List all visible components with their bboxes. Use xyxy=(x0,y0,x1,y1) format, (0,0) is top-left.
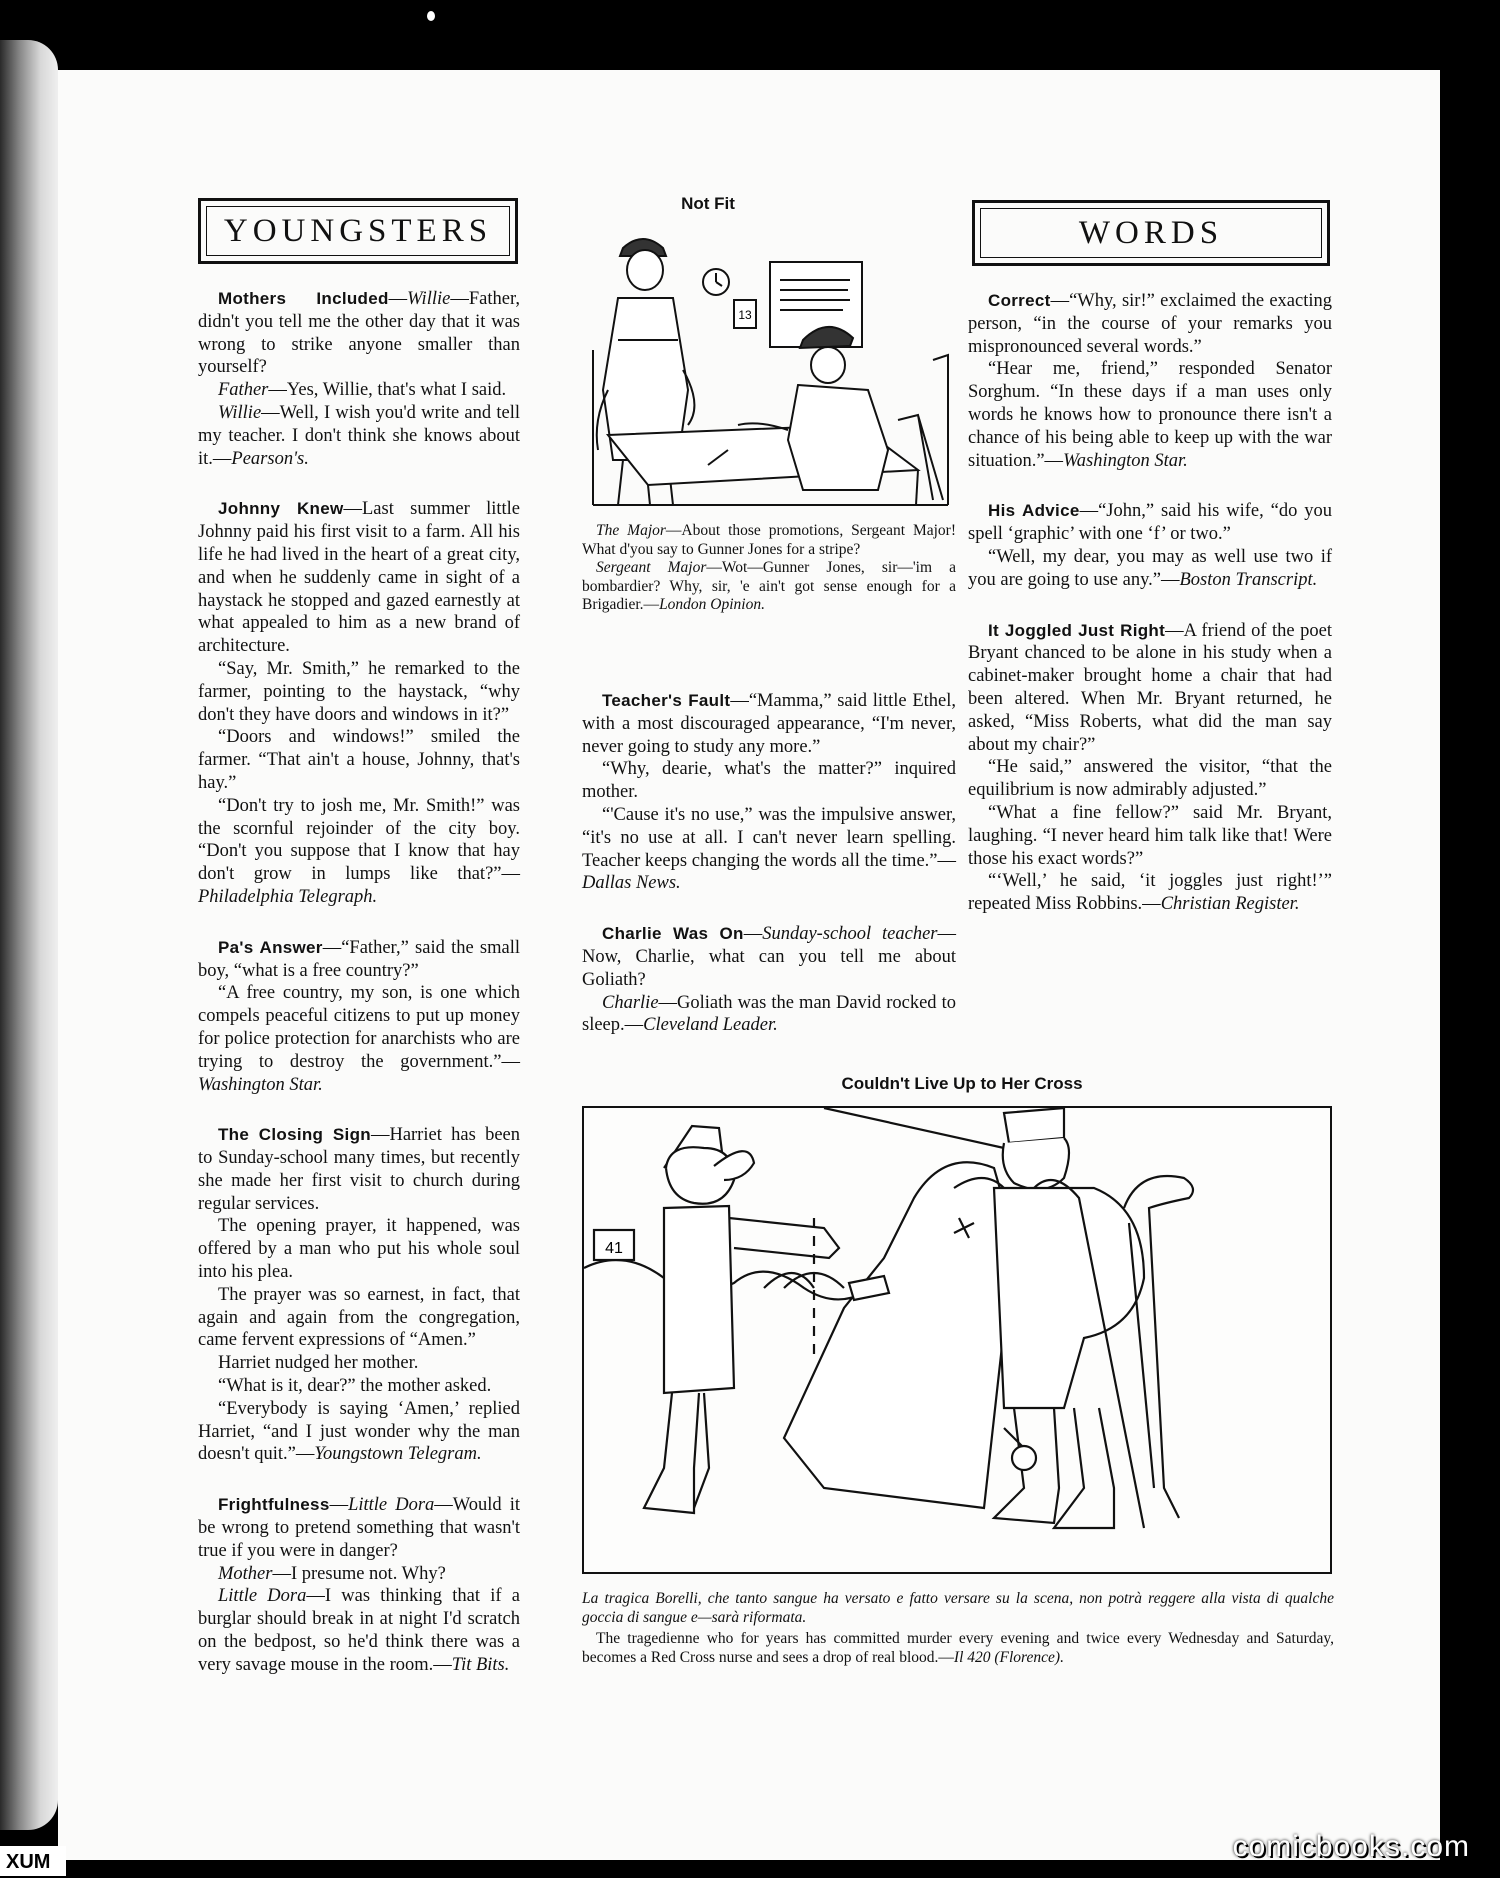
article-lead xyxy=(968,290,1332,358)
cross-cartoon-drawing xyxy=(584,1108,1330,1572)
article-headline: Charlie Was On xyxy=(602,924,744,944)
italic-text: Charlie xyxy=(602,992,659,1013)
article-paragraph xyxy=(198,1563,520,1586)
body-text: “Well, my dear, you may as well use two if you are going to use any.”— xyxy=(968,546,1332,590)
article-paragraph xyxy=(968,870,1332,916)
italic-text: Father xyxy=(218,380,269,401)
italic-text: Cleveland Leader. xyxy=(643,1015,778,1036)
body-text: —“Why, sir!” exclaimed the exacting person, “in the course of your remarks you mispronounced several words.” xyxy=(968,291,1332,357)
magazine-page xyxy=(58,70,1440,1860)
sign-number: 41 xyxy=(605,1240,623,1257)
article-paragraph xyxy=(198,795,520,909)
article-paragraph xyxy=(582,804,956,895)
article-lead xyxy=(198,937,520,983)
not-fit-cartoon xyxy=(588,220,958,510)
youngsters-heading-text: YOUNGSTERS xyxy=(223,212,493,249)
italic-text: Washington Star. xyxy=(1063,450,1188,471)
italian-caption-text: La tragica Borelli, che tanto sangue ha versato e fatto versare su la scena, non potrà reggere alla vista di qualche goccia di sangue e—sarà riformata. xyxy=(582,1590,1334,1626)
body-text: —About those promotions, Sergeant Major! What d'you say to Gunner Jones for a stripe? xyxy=(582,522,957,558)
italic-text: Sergeant Major xyxy=(596,559,707,576)
article-lead xyxy=(968,500,1332,546)
body-text: —A friend of the poet Bryant chanced to be alone in his study when a cabinet-maker brought home a chair that had been altered. When Mr. Bryant returned, he asked, “Miss Roberts, what did the man say about my chair?” xyxy=(968,620,1332,755)
italic-text: Mother xyxy=(218,1563,273,1584)
article-headline: Teacher's Fault xyxy=(602,691,731,710)
italic-text: Youngstown Telegram. xyxy=(314,1444,482,1465)
article-paragraph xyxy=(198,1352,520,1375)
article-paragraph xyxy=(198,982,520,1096)
not-fit-drawing xyxy=(588,220,958,510)
article-headline: Johnny Knew xyxy=(218,499,344,519)
italic-text: Tit Bits. xyxy=(451,1654,510,1675)
english-caption-source: Il 420 (Florence). xyxy=(953,1648,1064,1666)
youngsters-heading xyxy=(198,198,518,264)
article-paragraph xyxy=(198,658,520,726)
article-headline: The Closing Sign xyxy=(218,1125,371,1145)
body-text: “'Cause it's no use,” was the impulsive answer, “it's no use at all. I can't never learn spelling. Teacher keeps changing the words all the time.”— xyxy=(582,804,956,871)
article-headline: Correct xyxy=(988,291,1051,310)
italic-text: Philadelphia Telegraph. xyxy=(198,886,378,907)
italic-text: The Major xyxy=(596,522,666,539)
cartoon-caption-paragraph xyxy=(582,559,956,615)
body-text: — xyxy=(329,1495,349,1516)
body-text: —Father, didn't you tell me the other day that it was wrong to strike anyone smaller than yourself? xyxy=(198,289,520,378)
scan-mark xyxy=(427,11,435,21)
body-text: —Would it be wrong to pretend something that wasn't true if you were in danger? xyxy=(198,1495,521,1561)
italic-text: Dallas News. xyxy=(582,873,681,894)
italic-text: Willie xyxy=(218,402,262,423)
article-lead xyxy=(198,288,520,379)
article-paragraph xyxy=(582,758,956,804)
not-fit-caption xyxy=(582,522,956,615)
italic-text: Washington Star. xyxy=(198,1074,323,1095)
middle-column xyxy=(582,690,956,1037)
body-text: “Doors and windows!” smiled the farmer. “That ain't a house, Johnny, that's hay.” xyxy=(198,727,520,793)
english-caption-text xyxy=(582,1630,1334,1667)
not-fit-title: Not Fit xyxy=(681,194,735,213)
article-lead xyxy=(198,498,520,658)
body-text: —“Father,” said the small boy, “what is a free country?” xyxy=(198,937,520,981)
italic-text: Christian Register. xyxy=(1160,894,1300,915)
italic-text: Pearson's. xyxy=(231,448,309,469)
article-lead xyxy=(198,1124,520,1215)
body-text: The prayer was so earnest, in fact, that again and again from the congregation, came fervent expressions of “Amen.” xyxy=(198,1284,520,1351)
article-paragraph xyxy=(198,1398,520,1466)
article-paragraph xyxy=(968,756,1332,802)
article-paragraph xyxy=(198,1215,520,1283)
italic-text: London Opinion. xyxy=(659,596,765,613)
body-text: —I was thinking that if a burglar should break in at night I'd scratch on the bedpost, so he'd think there was a very savage mouse in the room.— xyxy=(198,1586,520,1675)
italic-text: Little Dora xyxy=(218,1586,307,1607)
body-text: —I presume not. Why? xyxy=(272,1563,446,1584)
body-text: —Well, I wish you'd write and tell my teacher. I don't think she knows about it.— xyxy=(198,402,520,469)
calendar-number: 13 xyxy=(738,308,752,322)
article-paragraph xyxy=(198,1585,520,1676)
watermark: comicbooks.com xyxy=(1232,1830,1470,1863)
body-text: “Don't try to josh me, Mr. Smith!” was the scornful rejoinder of the city boy. “Don't you suppose that I know that hay don't grow in lumps like that?”— xyxy=(198,795,520,885)
article-headline: Frightfulness xyxy=(218,1495,330,1515)
article-paragraph xyxy=(582,992,956,1038)
article-paragraph xyxy=(198,402,520,470)
body-text: “Everybody is saying ‘Amen,’ replied Harriet, “and I just wonder why the man doesn't quit.”— xyxy=(198,1398,520,1465)
article-headline: Mothers Included xyxy=(218,289,389,308)
words-heading-text: WORDS xyxy=(1078,214,1224,251)
italic-text: Willie xyxy=(407,289,451,309)
cross-cartoon xyxy=(582,1106,1332,1574)
body-text: —“Mamma,” said little Ethel, with a most discouraged appearance, “I'm never, never going to study any more.” xyxy=(582,691,956,757)
article-paragraph xyxy=(198,726,520,794)
body-text: “Why, dearie, what's the matter?” inquired mother. xyxy=(582,759,956,803)
article-paragraph xyxy=(198,1375,520,1398)
body-text: “What a fine fellow?” said Mr. Bryant, laughing. “I never heard him talk like that! Were those his exact words?” xyxy=(968,802,1332,869)
italic-text: Little Dora xyxy=(348,1495,435,1516)
body-text: —Now, Charlie, what can you tell me about Goliath? xyxy=(582,924,956,990)
article-headline: His Advice xyxy=(988,501,1080,521)
italian-caption xyxy=(582,1590,1334,1627)
article-paragraph xyxy=(198,1284,520,1352)
cross-cartoon-title: Couldn't Live Up to Her Cross xyxy=(841,1074,1083,1093)
body-text: “Say, Mr. Smith,” he remarked to the farmer, pointing to the haystack, “why don't they have doors and windows in it?” xyxy=(198,658,520,725)
article-paragraph xyxy=(198,379,520,402)
article-headline: Pa's Answer xyxy=(218,937,323,957)
corner-label: XUM xyxy=(0,1846,66,1876)
words-column xyxy=(968,290,1332,916)
body-text: “Hear me, friend,” responded Senator Sorghum. “In these days if a man uses only words he knows how to pronounce there isn't a chance of his being able to keep up with the war situation.”— xyxy=(968,359,1332,471)
body-text: Harriet nudged her mother. xyxy=(218,1353,419,1374)
italic-text: Sunday-school teacher xyxy=(762,924,938,945)
cartoon-caption-paragraph xyxy=(582,522,956,559)
article-paragraph xyxy=(968,546,1332,592)
book-spine xyxy=(0,40,58,1830)
body-text: “A free country, my son, is one which compels peaceful citizens to put up money for police protection for anarchists who are trying to destroy the government.”— xyxy=(198,983,520,1072)
article-lead xyxy=(582,923,956,991)
body-text: — xyxy=(743,924,763,945)
english-caption-body: The tragedienne who for years has committed murder every evening and twice every Wednesday and Saturday, becomes a Red Cross nurse and sees a drop of real blood.— xyxy=(582,1630,1334,1666)
italic-text: Boston Transcript. xyxy=(1179,569,1318,590)
body-text: —Last summer little Johnny paid his first visit to a farm. All his life he had lived in the heart of a great city, and when he suddenly came in sight of a haystack he stopped and gazed earnestly at what appealed to him as a new brand of architecture. xyxy=(198,499,520,657)
body-text: —“John,” said his wife, “do you spell ‘graphic’ with one ‘f’ or two.” xyxy=(968,501,1332,545)
article-lead xyxy=(968,620,1332,757)
body-text: —Goliath was the man David rocked to sleep.— xyxy=(582,992,956,1036)
body-text: —Yes, Willie, that's what I said. xyxy=(268,380,507,401)
english-caption xyxy=(582,1630,1334,1667)
body-text: “He said,” answered the visitor, “that the equilibrium is now admirably adjusted.” xyxy=(968,757,1332,801)
article-lead xyxy=(582,690,956,758)
body-text: The opening prayer, it happened, was offered by a man who put his whole soul into his plea. xyxy=(198,1216,520,1283)
body-text: — xyxy=(388,289,408,309)
words-heading xyxy=(972,200,1330,266)
body-text: —Harriet has been to Sunday-school many times, but recently she made her first visit to church during regular services. xyxy=(198,1125,520,1214)
article-headline: It Joggled Just Right xyxy=(988,620,1166,640)
article-paragraph xyxy=(968,358,1332,472)
article-lead xyxy=(198,1494,520,1562)
body-text: “‘Well,’ he said, ‘it joggles just right!’” repeated Miss Robbins.— xyxy=(968,871,1332,915)
youngsters-column xyxy=(198,288,520,1677)
article-paragraph xyxy=(968,802,1332,870)
body-text: “What is it, dear?” the mother asked. xyxy=(218,1376,492,1397)
body-text: —Wot—Gunner Jones, sir—'im a bombardier? Why, sir, 'e ain't got sense enough for a Brigadier.— xyxy=(582,559,956,613)
